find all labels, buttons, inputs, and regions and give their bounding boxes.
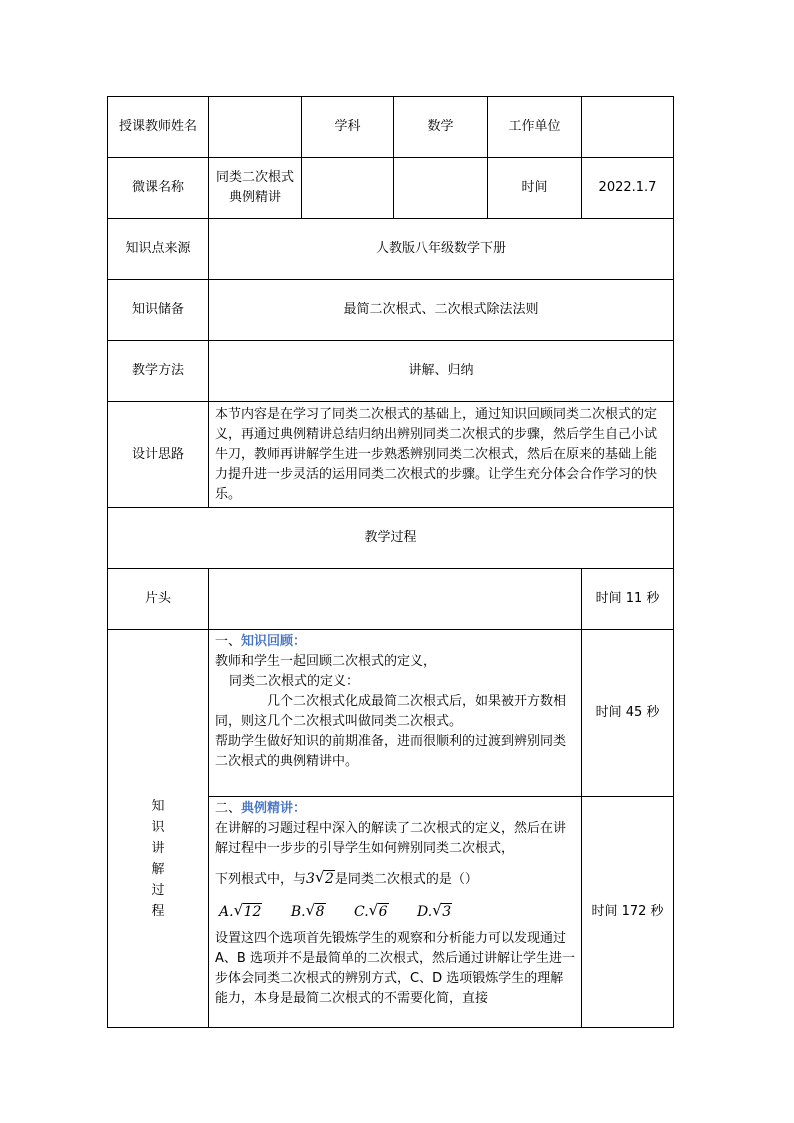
section-examples-time: 时间 172 秒	[582, 797, 674, 1028]
question-radical	[315, 867, 335, 891]
opening-label: 片头	[108, 569, 209, 630]
section-examples-heading	[215, 799, 575, 819]
unit-value	[582, 97, 674, 158]
unit-label: 工作单位	[488, 97, 582, 158]
option-a: A.√ 12	[219, 904, 262, 920]
opening-time: 时间 11 秒	[582, 569, 674, 630]
review-line-4: 帮助学生做好知识的前期准备，进而很顺利的过渡到辨别同类二次根式的典例精讲中。	[215, 734, 567, 769]
lesson-plan-table	[107, 96, 674, 1028]
prereq-value: 最简二次根式、二次根式除法法则	[209, 280, 674, 341]
main-process-label-text: 知识讲解过程	[151, 798, 165, 919]
question-coef: 3	[306, 871, 315, 887]
section-review	[209, 630, 582, 797]
course-value: 同类二次根式典例精讲	[209, 158, 302, 219]
question-pre: 下列根式中，与	[215, 872, 307, 887]
process-title: 教学过程	[108, 508, 674, 569]
review-line-1: 教师和学生一起回顾二次根式的定义，	[215, 654, 437, 669]
section-review-time: 时间 45 秒	[582, 630, 674, 797]
option-b: B.√ 8	[291, 904, 326, 920]
teacher-label: 授课教师姓名	[108, 97, 209, 158]
main-process-label	[108, 630, 209, 1028]
section-examples-colon: ：	[293, 801, 307, 816]
section-review-title: 知识回顾	[241, 634, 294, 649]
section-review-colon: ：	[293, 634, 307, 649]
review-line-2: 同类二次根式的定义：	[229, 674, 360, 689]
question-radicand: 2	[324, 871, 334, 887]
empty-cell	[394, 158, 488, 219]
design-value: 本节内容是在学习了同类二次根式的基础上，通过知识回顾同类二次根式的定义，再通过典例精讲总结归纳出辨别同类二次根式的步骤，然后学生自己小试牛刀，教师再讲解学生进一步熟悉辨别同类二次根式，然后在原来的基础上能力提升进一步灵活的运用同类二次根式的步骤。让学生充分体会合作学习的快乐。	[209, 402, 674, 508]
teacher-value	[209, 97, 302, 158]
course-label: 微课名称	[108, 158, 209, 219]
opening-content	[209, 569, 582, 630]
question-post: 是同类二次根式的是（）	[334, 872, 478, 887]
design-label: 设计思路	[108, 402, 209, 508]
option-c: C.√ 6	[354, 904, 389, 920]
empty-cell	[302, 158, 394, 219]
section-examples-num: 二、	[215, 801, 242, 816]
section-review-heading	[215, 632, 575, 652]
option-d: D.√ 3	[417, 904, 452, 920]
question	[215, 867, 575, 891]
section-review-num: 一、	[215, 634, 242, 649]
section-examples-clip	[215, 799, 575, 1027]
options	[215, 899, 575, 925]
prereq-label: 知识储备	[108, 280, 209, 341]
time-label: 时间	[488, 158, 582, 219]
source-value: 人教版八年级数学下册	[209, 219, 674, 280]
subject-value: 数学	[394, 97, 488, 158]
subject-label: 学科	[302, 97, 394, 158]
examples-line-1: 在讲解的习题过程中深入的解读了二次根式的定义，然后在讲解过程中一步步的引导学生如何辨别同类二次根式，	[215, 821, 567, 856]
method-value: 讲解、归纳	[209, 341, 674, 402]
method-label: 教学方法	[108, 341, 209, 402]
source-label: 知识点来源	[108, 219, 209, 280]
section-examples	[209, 797, 582, 1028]
review-definition: 几个二次根式化成最简二次根式后，如果被开方数相同，则这几个二次根式叫做同类二次根式。	[215, 694, 567, 729]
time-value: 2022.1.7	[582, 158, 674, 219]
section-examples-title: 典例精讲	[241, 801, 294, 816]
examples-line-2: 设置这四个选项首先锻炼学生的观察和分析能力可以发现通过 A、B 选项并不是最简单的二次根式，然后通过讲解让学生进一步体会同类二次根式的辨别方式，C、D 选项锻炼学生的理解能力，本身是最简二次根式的不需要化简，直接	[215, 931, 575, 1006]
